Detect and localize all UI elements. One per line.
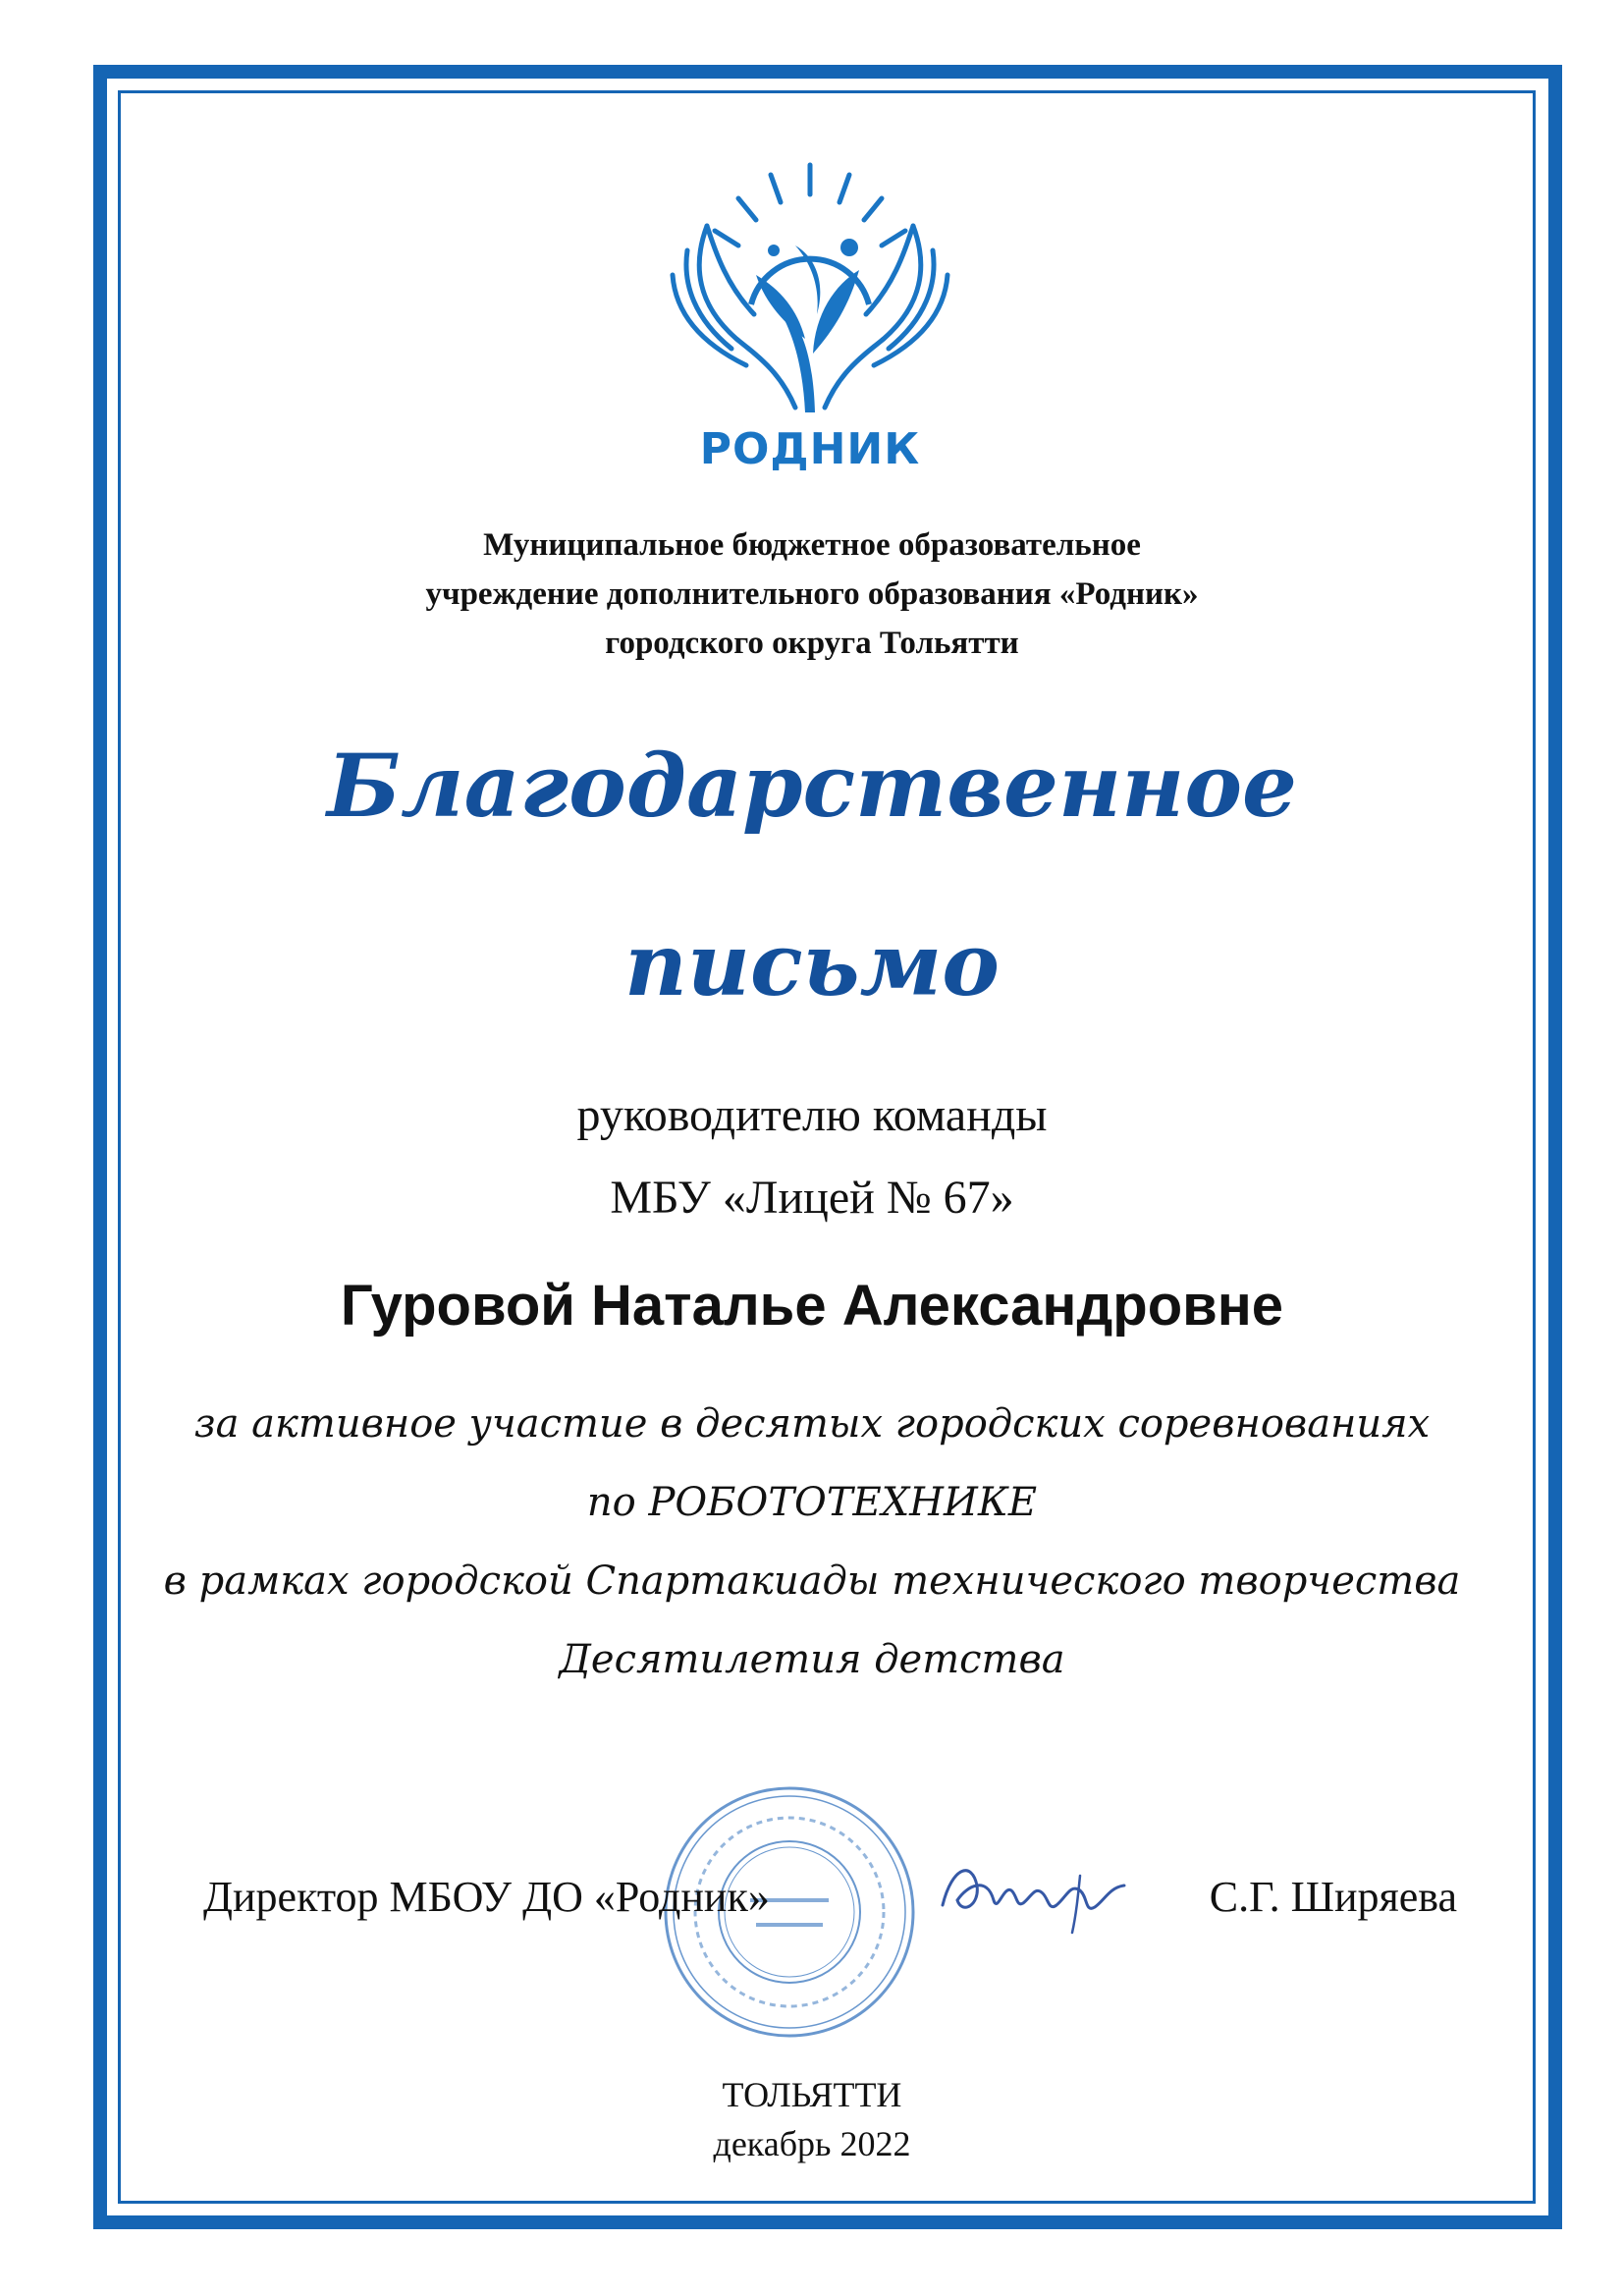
director-name: С.Г. Ширяева <box>1209 1873 1457 1921</box>
reason-line: за активное участие в десятых городских соревнованиях <box>193 1401 1431 1447</box>
organization-name <box>196 520 1428 668</box>
title-line-2: письмо <box>624 913 1000 1015</box>
reason-line: Десятилетия детства <box>559 1637 1065 1682</box>
title-line-1: Благодарственное <box>326 735 1298 837</box>
reason-line: в рамках городской Спартакиады технического творчества <box>163 1558 1461 1604</box>
handwritten-signature-icon <box>933 1846 1149 1935</box>
footer-city: ТОЛЬЯТТИ <box>722 2075 902 2114</box>
logo-text: РОДНИК <box>699 424 921 474</box>
hands-sprout-sun-logo-icon <box>648 157 972 452</box>
reason-line: по РОБОТОТЕХНИКЕ <box>586 1480 1038 1525</box>
recipient-role: руководителю команды <box>576 1089 1048 1141</box>
organization-line: городского округа Тольятти <box>605 626 1019 661</box>
organization-line: учреждение дополнительного образования «Родник» <box>425 576 1199 612</box>
director-position: Директор МБОУ ДО «Родник» <box>203 1873 770 1921</box>
organization-line: Муниципальное бюджетное образовательное <box>483 527 1141 563</box>
recipient-school: МБУ «Лицей № 67» <box>610 1172 1014 1224</box>
footer-date: декабрь 2022 <box>713 2124 911 2163</box>
award-reason <box>147 1385 1477 1699</box>
recipient-name: Гуровой Наталье Александровне <box>340 1274 1284 1338</box>
